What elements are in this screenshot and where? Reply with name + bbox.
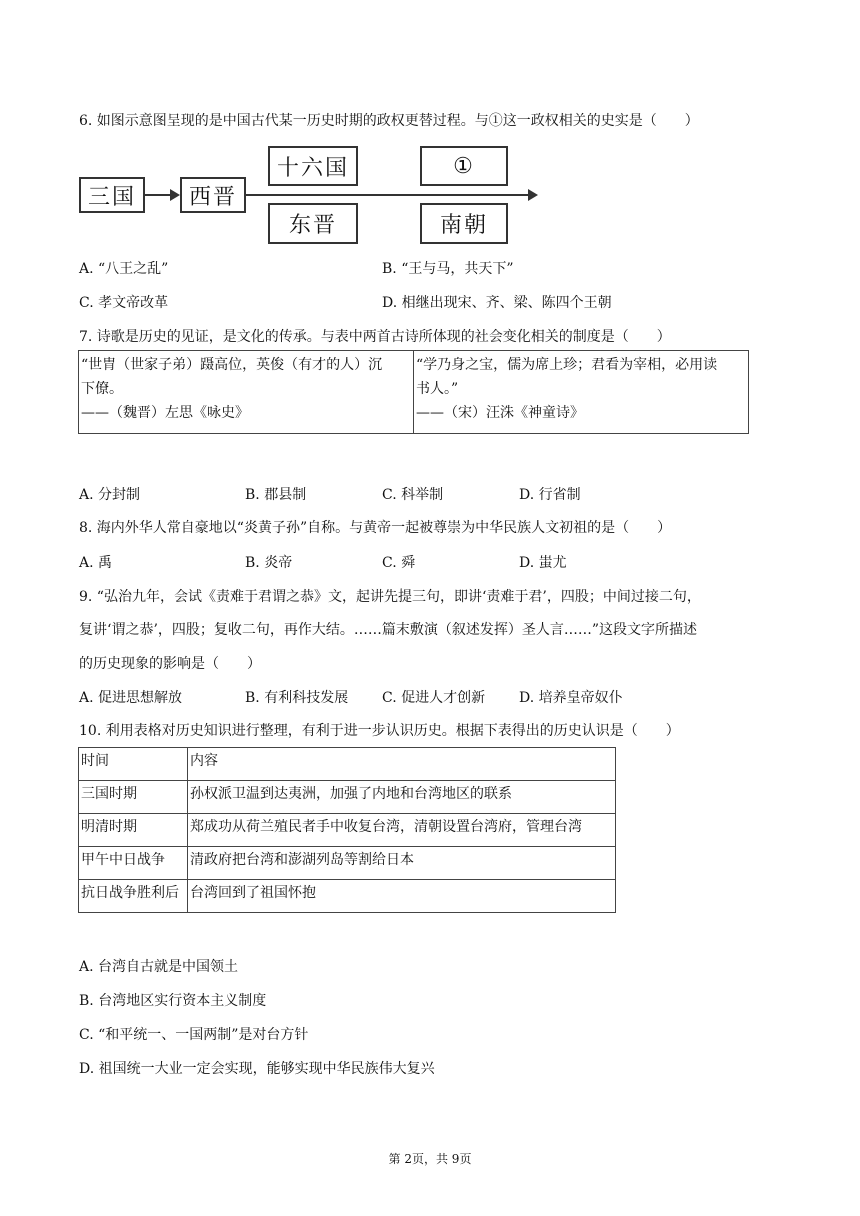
table-row [79,814,616,847]
table-cell-time: 三国时期 [79,781,188,814]
table-row [79,781,616,814]
q10-option-b[interactable]: B. 台湾地区实行资本主义制度 [79,993,267,1009]
q8-option-c[interactable]: C. 舜 [382,555,416,571]
q9-line3: 的历史现象的影响是（ ） [79,656,261,672]
q6-option-d[interactable]: D. 相继出现宋、齐、梁、陈四个王朝 [382,295,612,311]
page-footer: 第 2页，共 9页 [388,1152,472,1166]
q9-option-b[interactable]: B. 有利科技发展 [245,690,349,706]
q7-poem-table [78,350,749,434]
q7-left-line2: 下僚。 [81,381,123,397]
arrow-main [246,194,536,196]
q6-regime-diagram [79,146,549,246]
q8-option-a[interactable]: A. 禹 [79,555,113,571]
q9-line1: 9. “弘治九年，会试《责难于君谓之恭》文，起讲先提三句，即讲‘责难于君’，四股；中间过接二句， [79,589,701,605]
table-cell-content: 清政府把台湾和澎湖列岛等割给日本 [188,847,616,880]
q7-stem: 7. 诗歌是历史的见证，是文化的传承。与表中两首古诗所体现的社会变化相关的制度是（ ） [79,329,671,345]
q7-poem-left [79,351,414,434]
q10-option-c[interactable]: C. “和平统一、一国两制”是对台方针 [79,1027,309,1043]
box-sanguo: 三国 [79,177,145,213]
q7-right-line2: 书人。” [416,381,459,397]
q7-right-line1: “学乃身之宝，儒为席上珍；君看为宰相，必用读 [416,357,718,373]
q10-taiwan-table [78,747,616,913]
table-header-row [79,748,616,781]
q6-stem: 6. 如图示意图呈现的是中国古代某一历史时期的政权更替过程。与①这一政权相关的史实是（ ） [79,113,699,129]
q8-option-b[interactable]: B. 炎帝 [245,555,293,571]
table-header-time: 时间 [79,748,188,781]
q6-option-c[interactable]: C. 孝文帝改革 [79,295,169,311]
table-cell-content: 孙权派卫温到达夷洲，加强了内地和台湾地区的联系 [188,781,616,814]
q7-option-d[interactable]: D. 行省制 [519,487,581,503]
table-row [79,880,616,913]
q8-stem: 8. 海内外华人常自豪地以“炎黄子孙”自称。与黄帝一起被尊崇为中华民族人文初祖的是（ ） [79,520,672,536]
q8-option-d[interactable]: D. 蚩尤 [519,555,567,571]
q7-left-line1: “世胄（世家子弟）蹑高位，英俊（有才的人）沉 [81,357,383,373]
q7-left-source: ——（魏晋）左思《咏史》 [81,405,249,421]
box-shiliuguo: 十六国 [268,146,358,186]
q7-option-c[interactable]: C. 科举制 [382,487,444,503]
q6-option-a[interactable]: A. “八王之乱” [79,261,169,277]
q9-line2: 复讲‘谓之恭’，四股；复收二句，再作大结。……篇末敷演（叙述发挥）圣人言……”这段文字所描述 [79,622,698,638]
q9-option-d[interactable]: D. 培养皇帝奴仆 [519,690,623,706]
box-circle-1: ① [420,146,508,186]
table-header-content: 内容 [188,748,616,781]
q9-option-a[interactable]: A. 促进思想解放 [79,690,183,706]
q7-option-b[interactable]: B. 郡县制 [245,487,307,503]
table-cell-content: 郑成功从荷兰殖民者手中收复台湾，清朝设置台湾府，管理台湾 [188,814,616,847]
box-xijin: 西晋 [180,177,246,213]
q10-option-a[interactable]: A. 台湾自古就是中国领土 [79,959,239,975]
table-row [79,847,616,880]
arrow-1 [145,194,178,196]
box-dongjin: 东晋 [268,203,358,244]
q10-stem: 10. 利用表格对历史知识进行整理，有利于进一步认识历史。根据下表得出的历史认识是（ ） [79,723,680,739]
q7-poem-right [414,351,749,434]
box-nanchao: 南朝 [420,203,508,244]
table-cell-time: 抗日战争胜利后 [79,880,188,913]
q7-right-source: ——（宋）汪洙《神童诗》 [416,405,584,421]
table-cell-time: 明清时期 [79,814,188,847]
table-cell-content: 台湾回到了祖国怀抱 [188,880,616,913]
table-cell-time: 甲午中日战争 [79,847,188,880]
q9-option-c[interactable]: C. 促进人才创新 [382,690,486,706]
q7-option-a[interactable]: A. 分封制 [79,487,141,503]
q6-option-b[interactable]: B. “王与马，共天下” [382,261,514,277]
q10-option-d[interactable]: D. 祖国统一大业一定会实现，能够实现中华民族伟大复兴 [79,1061,435,1077]
